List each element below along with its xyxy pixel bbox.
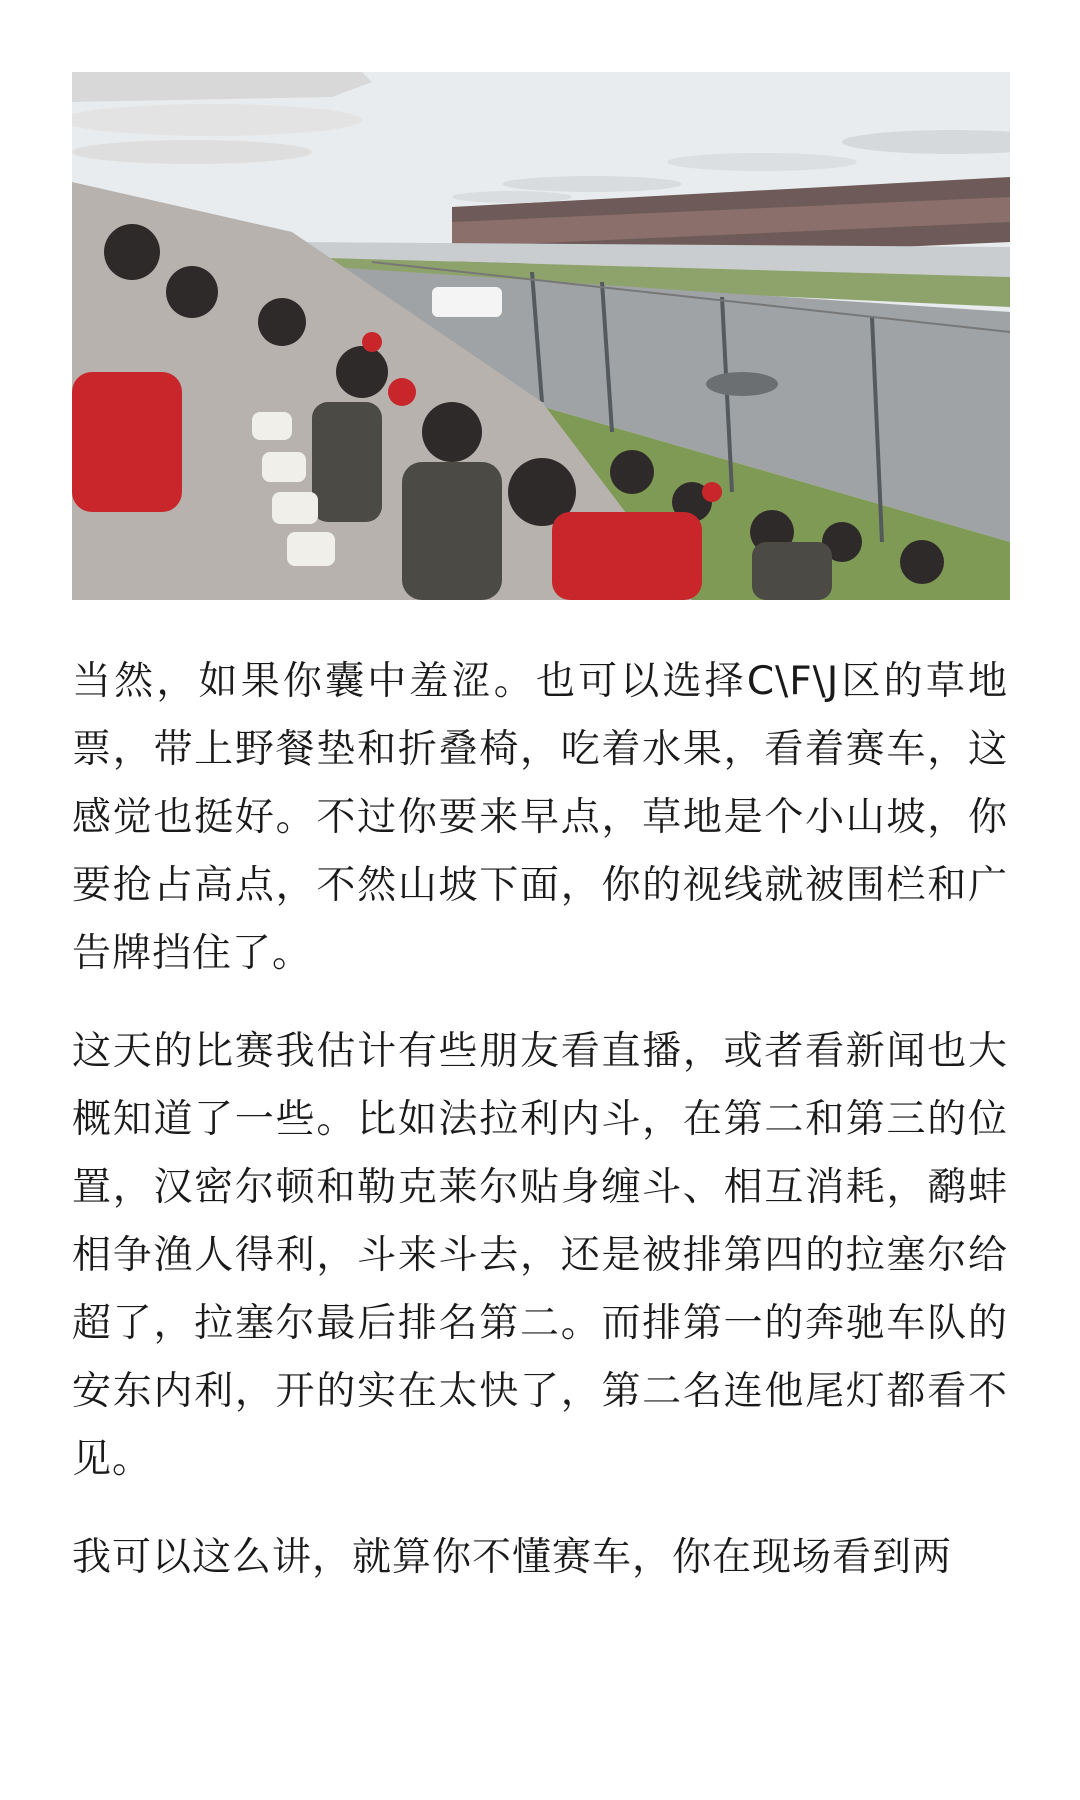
- paragraph: 我可以这么讲，就算你不懂赛车，你在现场看到两: [72, 1535, 953, 1580]
- paragraph: 这天的比赛我估计有些朋友看直播，或者看新闻也大概知道了一些。比如法拉利内斗，在第二和第三的位置，汉密尔顿和勒克莱尔贴身缠斗、相互消耗，鹬蚌相争渔人得利，斗来斗去，还是被排第四的拉塞尔给超了，拉塞尔最后排名第二。而排第一的奔驰车队的安东内利，开的实在太快了，第二名连他尾灯都看不见。: [72, 1029, 1008, 1482]
- racetrack-grandstand-photo: [72, 72, 1010, 600]
- article-body: [72, 648, 1008, 1622]
- photo-illustration: [72, 72, 1010, 600]
- paragraph: 当然，如果你囊中羞涩。也可以选择C\F\J区的草地票，带上野餐垫和折叠椅，吃着水果，看着赛车，这感觉也挺好。不过你要来早点，草地是个小山坡，你要抢占高点，不然山坡下面，你的视线就被围栏和广告牌挡住了。: [72, 659, 1008, 976]
